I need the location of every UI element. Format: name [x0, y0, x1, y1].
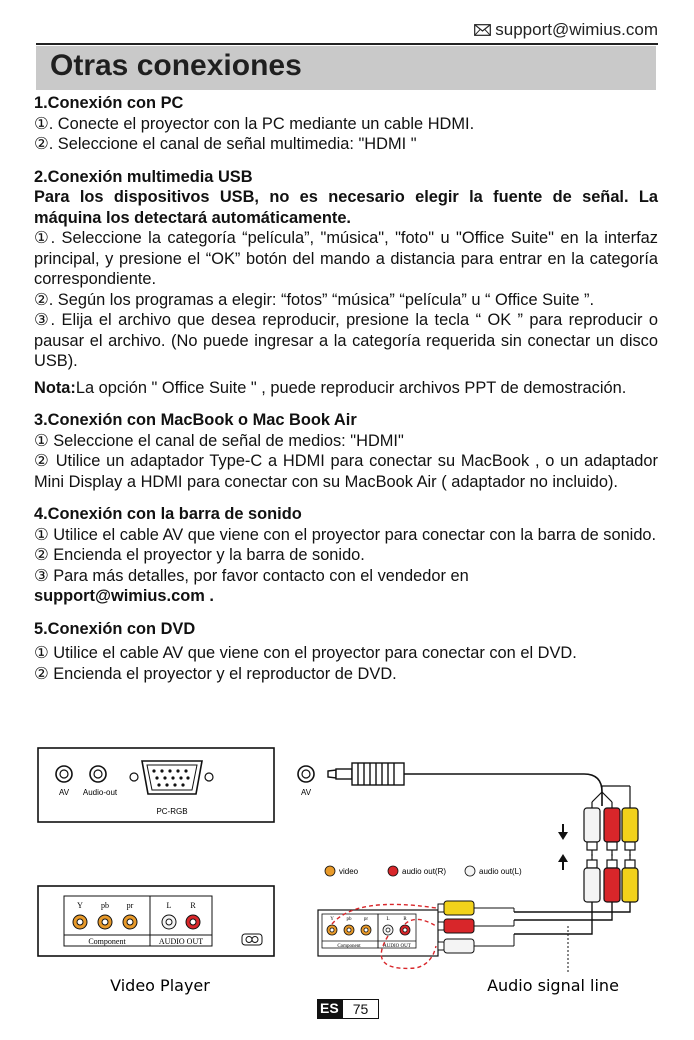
small-pr-label: pr	[363, 917, 369, 922]
av-jack-right-icon	[298, 766, 314, 782]
section-2-step-1: ①. Seleccione la categoría “película”, "música", "foto" u "Office Suite" en la interfaz principal, y presione el “OK” botón del mando a distancia para entrar en la categoría correspondiente.	[34, 229, 658, 288]
content	[34, 93, 658, 684]
envelope-icon	[474, 24, 491, 36]
legend-video-swatch	[325, 866, 335, 876]
legend-l-swatch	[465, 866, 475, 876]
section-4-step-3: ③ Para más detalles, por favor contacto con el vendedor en	[34, 566, 469, 585]
rca-plugs-top	[584, 786, 638, 856]
player-r-label: R	[190, 901, 196, 910]
section-3-step-2: ② Utilice un adaptador Type-C a HDMI para conectar su MacBook , o un adaptador Mini Display a HDMI para conectar con su MacBook Air ( adaptador no incluido).	[34, 452, 658, 491]
note-text: La opción " Office Suite " , puede reproducir archivos PPT de demostración.	[75, 378, 627, 397]
av-jack-icon	[56, 766, 72, 782]
player-audio-out-label: AUDIO OUT	[158, 937, 204, 946]
player-jacks	[73, 915, 200, 929]
rca-plugs-bottom	[514, 854, 638, 934]
pc-rgb-label: PC-RGB	[156, 807, 188, 816]
player-l-label: L	[166, 901, 172, 910]
connection-diagram	[36, 746, 658, 996]
small-pb-label: pb	[346, 917, 352, 922]
section-1-step-2: ②. Seleccione el canal de señal multimedia: "HDMI "	[34, 135, 417, 153]
player-pb-label: pb	[101, 901, 109, 910]
section-4-step-2: ② Encienda el proyector y la barra de sonido.	[34, 546, 365, 564]
vga-port-icon	[130, 761, 213, 794]
av-plug-icon	[328, 763, 404, 785]
language-badge: ES	[317, 999, 342, 1019]
player-y-label: Y	[77, 901, 83, 910]
legend-audio-r: audio out(R)	[402, 867, 447, 876]
title-bar	[36, 46, 656, 90]
section-2-step-2: ②. Según los programas a elegir: “fotos” “música” “película” u “ Office Suite ”.	[34, 290, 595, 309]
av-label-right: AV	[300, 788, 312, 797]
audio-out-jack-icon	[90, 766, 106, 782]
section-2-note	[34, 378, 658, 399]
small-player-jacks	[327, 925, 410, 935]
section-5-step-2: ② Encienda el proyector y el reproductor de DVD.	[34, 664, 397, 683]
section-4-email[interactable]: support@wimius.com .	[34, 587, 214, 605]
legend	[325, 866, 522, 876]
email-text: support@wimius.com	[495, 20, 658, 39]
section-3-heading: 3.Conexión con MacBook o Mac Book Air	[34, 411, 357, 429]
rca-plugs-horizontal	[438, 901, 514, 953]
section-5-step-1: ① Utilice el cable AV que viene con el proyector para conectar con el DVD.	[34, 644, 577, 662]
small-l-label: L	[386, 917, 390, 922]
small-y-label: Y	[330, 917, 334, 922]
legend-video: video	[339, 867, 359, 876]
page-number	[317, 999, 379, 1019]
header-rule	[36, 43, 658, 45]
audio-out-label: Audio-out	[82, 788, 118, 797]
section-2-heading: 2.Conexión multimedia USB	[34, 167, 253, 186]
section-2-step-3: ③. Elija el archivo que desea reproducir, presione la tecla “ OK ” para reproducir o pausar el archivo. (No puede ingresar a la categoría requerida sin conectar un disco USB).	[34, 311, 658, 370]
audio-signal-label: Audio signal line	[487, 976, 619, 995]
section-4-heading: 4.Conexión con la barra de sonido	[34, 505, 302, 523]
legend-audio-l: audio out(L)	[479, 867, 522, 876]
section-5-heading: 5.Conexión con DVD	[34, 619, 196, 638]
small-r-label: R	[403, 917, 407, 922]
support-email[interactable]	[474, 20, 658, 40]
player-component-label: Component	[88, 937, 126, 946]
section-3-step-1: ① Seleccione el canal de señal de medios: "HDMI"	[34, 431, 404, 450]
small-component-label: Component	[337, 944, 361, 949]
av-cable	[404, 774, 602, 806]
page-num: 75	[342, 999, 380, 1019]
av-label-left: AV	[58, 788, 70, 797]
page-header	[36, 20, 658, 44]
legend-r-swatch	[388, 866, 398, 876]
connect-arrows-icon	[558, 824, 568, 870]
video-player-label: Video Player	[110, 976, 210, 995]
section-4-step-1: ① Utilice el cable AV que viene con el proyector para conectar con la barra de sonido.	[34, 525, 657, 544]
page-title: Otras conexiones	[50, 49, 302, 82]
section-1-heading: 1.Conexión con PC	[34, 94, 184, 112]
section-2-intro: Para los dispositivos USB, no es necesario elegir la fuente de señal. La máquina los detectará automáticamente.	[34, 188, 658, 227]
player-pr-label: pr	[126, 901, 134, 910]
note-label: Nota:	[34, 378, 76, 397]
section-1-step-1: ①. Conecte el proyector con la PC mediante un cable HDMI.	[34, 114, 475, 133]
small-audio-out-label: AUDIO OUT	[383, 944, 411, 949]
